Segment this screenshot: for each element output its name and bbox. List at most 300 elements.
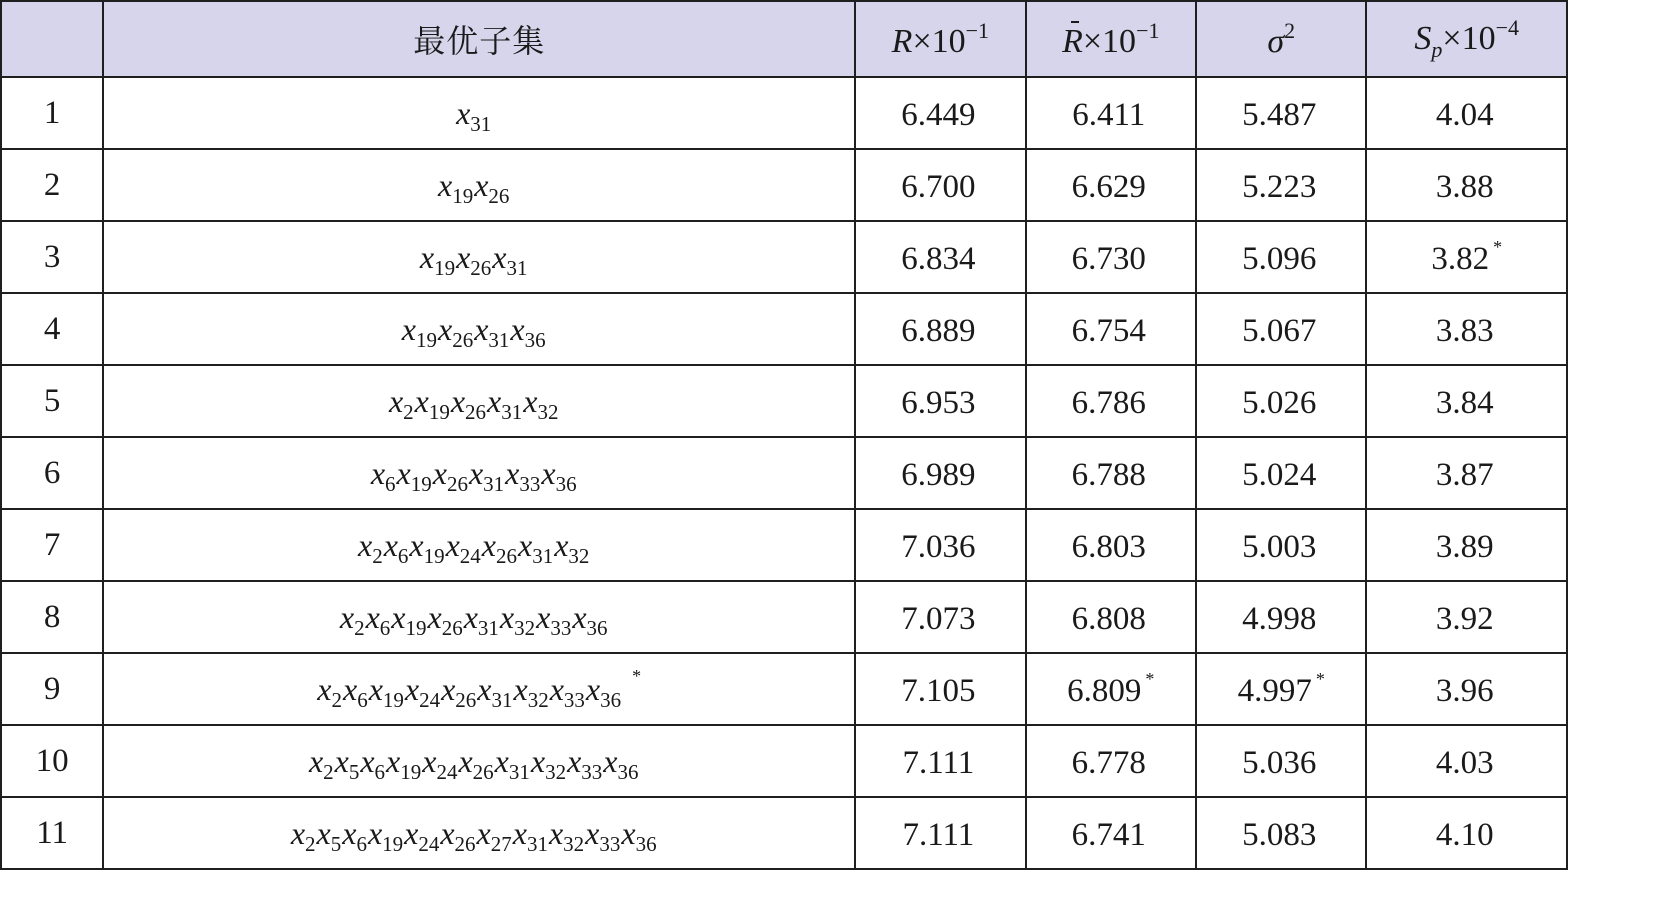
variable-subscript: 36 bbox=[617, 759, 639, 784]
variable bbox=[585, 814, 621, 856]
variable bbox=[554, 526, 590, 568]
rbar-cell bbox=[1026, 293, 1196, 365]
variable bbox=[441, 670, 477, 712]
variable bbox=[404, 670, 441, 712]
r-value: 7.111 bbox=[902, 816, 975, 853]
sigma-value: 5.067 bbox=[1242, 312, 1317, 349]
sigma-value: 5.096 bbox=[1242, 240, 1317, 277]
variable-symbol: x bbox=[334, 742, 349, 779]
variable-symbol: x bbox=[438, 166, 453, 203]
sigma-value: 4.997 bbox=[1237, 672, 1312, 709]
variable-symbol: x bbox=[572, 598, 587, 635]
r-cell bbox=[855, 725, 1025, 797]
rbar-star: * bbox=[1145, 668, 1155, 689]
variable-subscript: 36 bbox=[600, 687, 622, 712]
rbar-value: 6.778 bbox=[1071, 744, 1146, 781]
sp-cell bbox=[1366, 293, 1567, 365]
sp-value: 3.83 bbox=[1435, 312, 1494, 349]
variable-symbol: x bbox=[422, 742, 437, 779]
rbar-value: 6.788 bbox=[1071, 456, 1146, 493]
rbar-cell bbox=[1026, 77, 1196, 149]
header-r-symbol: R bbox=[891, 22, 913, 60]
sigma-value: 5.003 bbox=[1242, 528, 1317, 565]
header-sp-exp: −4 bbox=[1495, 15, 1520, 40]
variable bbox=[368, 670, 405, 712]
variable bbox=[572, 598, 608, 640]
variable-subscript: 19 bbox=[405, 615, 427, 640]
variable bbox=[367, 814, 404, 856]
row-index: 8 bbox=[43, 599, 61, 635]
variable bbox=[510, 310, 546, 352]
variable bbox=[445, 526, 482, 568]
table-body bbox=[1, 77, 1567, 869]
variable-subscript: 19 bbox=[434, 255, 456, 280]
variable bbox=[530, 742, 567, 784]
header-sigma-symbol: σ bbox=[1267, 22, 1285, 60]
table-row bbox=[1, 653, 1567, 725]
rbar-value: 6.809 bbox=[1067, 672, 1142, 709]
variable-symbol: x bbox=[367, 814, 383, 851]
variable-symbol: x bbox=[468, 454, 484, 491]
r-cell bbox=[855, 221, 1025, 293]
rbar-value: 6.754 bbox=[1071, 312, 1146, 349]
sigma-value: 5.223 bbox=[1242, 168, 1317, 205]
table-row bbox=[1, 149, 1567, 221]
variable-subscript: 31 bbox=[508, 759, 530, 784]
variable-symbol: x bbox=[585, 814, 600, 851]
r-value: 6.953 bbox=[901, 384, 976, 421]
variable-subscript: 31 bbox=[491, 687, 513, 712]
variable-symbol: x bbox=[456, 94, 471, 131]
variable bbox=[409, 526, 445, 568]
variable-symbol: x bbox=[523, 382, 538, 419]
variable-symbol: x bbox=[386, 742, 401, 779]
variable-symbol: x bbox=[404, 814, 419, 851]
variable-subscript: 26 bbox=[455, 687, 477, 712]
subset-cell bbox=[103, 149, 855, 221]
r-cell bbox=[855, 365, 1025, 437]
variable-symbol: x bbox=[441, 670, 456, 707]
header-sigma bbox=[1196, 1, 1366, 77]
variable-symbol: x bbox=[414, 382, 429, 419]
variable-subscript: 24 bbox=[419, 687, 441, 712]
variable-symbol: x bbox=[308, 742, 324, 779]
r-cell bbox=[855, 509, 1025, 581]
variable bbox=[512, 814, 549, 856]
rbar-cell bbox=[1026, 725, 1196, 797]
variable bbox=[316, 814, 343, 856]
variable-subscript: 5 bbox=[348, 759, 360, 784]
variable-symbol: x bbox=[499, 598, 515, 635]
row-index-cell bbox=[1, 797, 103, 869]
variable-subscript: 32 bbox=[537, 399, 559, 424]
variable-symbol: x bbox=[342, 814, 357, 851]
sigma-cell bbox=[1196, 293, 1366, 365]
variable bbox=[438, 310, 474, 352]
header-index bbox=[1, 1, 103, 77]
variable-symbol: x bbox=[419, 238, 435, 275]
variable-symbol: x bbox=[494, 742, 509, 779]
variable-symbol: x bbox=[365, 598, 380, 635]
variable-subscript: 33 bbox=[599, 831, 621, 856]
variable bbox=[404, 814, 440, 856]
variable bbox=[334, 742, 361, 784]
sp-value: 3.87 bbox=[1435, 456, 1494, 493]
sp-cell bbox=[1366, 77, 1567, 149]
row-index-cell bbox=[1, 437, 103, 509]
header-r-mult: ×10 bbox=[912, 22, 966, 60]
sigma-cell bbox=[1196, 581, 1366, 653]
header-r-exp: −1 bbox=[965, 17, 990, 43]
row-index-cell bbox=[1, 365, 103, 437]
variable-subscript: 31 bbox=[488, 327, 510, 352]
row-index-cell bbox=[1, 653, 103, 725]
row-index-cell bbox=[1, 725, 103, 797]
variable bbox=[365, 598, 392, 640]
table-row bbox=[1, 221, 1567, 293]
rbar-cell bbox=[1026, 365, 1196, 437]
variable-subscript: 26 bbox=[470, 255, 492, 280]
variable bbox=[487, 382, 523, 424]
row-index: 3 bbox=[43, 239, 61, 275]
table-header-row bbox=[1, 1, 1567, 77]
sigma-value: 5.024 bbox=[1242, 456, 1317, 493]
row-index: 5 bbox=[43, 383, 61, 419]
subset-cell bbox=[103, 77, 855, 149]
rbar-cell bbox=[1026, 509, 1196, 581]
row-index-cell bbox=[1, 293, 103, 365]
rbar-cell bbox=[1026, 653, 1196, 725]
row-index: 2 bbox=[43, 167, 61, 203]
variable-subscript: 6 bbox=[397, 543, 409, 568]
variable bbox=[317, 670, 343, 712]
variable-symbol: x bbox=[548, 814, 564, 851]
variable-symbol: x bbox=[383, 526, 398, 563]
row-index: 10 bbox=[35, 743, 69, 779]
r-value: 6.989 bbox=[901, 456, 976, 493]
table-row bbox=[1, 293, 1567, 365]
variable-symbol: x bbox=[536, 598, 551, 635]
sp-cell bbox=[1366, 509, 1567, 581]
r-value: 7.111 bbox=[902, 744, 975, 781]
variable bbox=[339, 598, 366, 640]
variable-subscript: 31 bbox=[477, 615, 499, 640]
row-index-cell bbox=[1, 509, 103, 581]
variable-symbol: x bbox=[445, 526, 460, 563]
variable-symbol: x bbox=[450, 382, 466, 419]
sp-value: 3.88 bbox=[1435, 168, 1494, 205]
variable-symbol: x bbox=[603, 742, 618, 779]
table-row bbox=[1, 725, 1567, 797]
variable-subscript: 19 bbox=[416, 327, 437, 352]
sp-cell bbox=[1366, 437, 1567, 509]
variable-symbol: x bbox=[510, 310, 525, 347]
rbar-value: 6.808 bbox=[1071, 600, 1146, 637]
variable-symbol: x bbox=[368, 670, 383, 707]
sp-value: 4.10 bbox=[1435, 816, 1494, 853]
header-subset-label: 最优子集 bbox=[413, 22, 546, 60]
variable-subscript: 26 bbox=[488, 183, 510, 208]
variable-symbol: x bbox=[518, 526, 533, 563]
variable-symbol: x bbox=[492, 238, 507, 275]
variable-symbol: x bbox=[388, 382, 404, 419]
r-value: 7.105 bbox=[901, 672, 976, 709]
sp-value: 4.04 bbox=[1435, 96, 1494, 133]
variable bbox=[427, 598, 464, 640]
variable bbox=[342, 670, 369, 712]
rbar-cell bbox=[1026, 149, 1196, 221]
variable bbox=[567, 742, 603, 784]
sp-cell bbox=[1366, 653, 1567, 725]
subset-cell bbox=[103, 725, 855, 797]
sigma-star: * bbox=[1315, 668, 1325, 689]
sp-value: 3.84 bbox=[1435, 384, 1494, 421]
variable-symbol: x bbox=[427, 598, 442, 635]
row-index-cell bbox=[1, 149, 103, 221]
row-index: 4 bbox=[43, 311, 61, 347]
variable-subscript: 32 bbox=[568, 543, 590, 568]
variable-symbol: x bbox=[476, 814, 491, 851]
variable-subscript: 31 bbox=[470, 111, 492, 136]
table-row bbox=[1, 581, 1567, 653]
variable-subscript: 19 bbox=[410, 471, 432, 496]
subset-cell bbox=[103, 581, 855, 653]
variable-subscript: 19 bbox=[382, 831, 404, 856]
variable-subscript: 31 bbox=[483, 471, 505, 496]
variable-symbol: x bbox=[317, 670, 332, 707]
sp-cell bbox=[1366, 365, 1567, 437]
subset-cell bbox=[103, 653, 855, 725]
variable bbox=[603, 742, 639, 784]
header-sigma-exp: 2 bbox=[1284, 17, 1296, 43]
variable-subscript: 6 bbox=[356, 831, 367, 856]
variable-subscript: 19 bbox=[423, 543, 445, 568]
sp-cell bbox=[1366, 221, 1567, 293]
r-value: 6.889 bbox=[901, 312, 976, 349]
rbar-value: 6.730 bbox=[1071, 240, 1146, 277]
variable bbox=[342, 814, 368, 856]
rbar-value: 6.741 bbox=[1071, 816, 1146, 853]
subset-cell bbox=[103, 293, 855, 365]
variable bbox=[396, 454, 433, 496]
variable-subscript: 31 bbox=[506, 255, 528, 280]
r-cell bbox=[855, 149, 1025, 221]
sigma-cell bbox=[1196, 149, 1366, 221]
sp-cell bbox=[1366, 725, 1567, 797]
variable-subscript: 2 bbox=[372, 543, 383, 568]
variable-subscript: 6 bbox=[374, 759, 386, 784]
variable-symbol: x bbox=[396, 454, 411, 491]
variable-subscript: 27 bbox=[490, 831, 512, 856]
variable bbox=[290, 814, 317, 856]
variable bbox=[494, 742, 531, 784]
variable-subscript: 26 bbox=[496, 543, 517, 568]
variable-subscript: 19 bbox=[382, 687, 404, 712]
variable-subscript: 24 bbox=[459, 543, 481, 568]
header-sp-symbol: S bbox=[1414, 20, 1432, 57]
table-row bbox=[1, 365, 1567, 437]
r-cell bbox=[855, 797, 1025, 869]
table-row bbox=[1, 797, 1567, 869]
variable-symbol: x bbox=[530, 742, 546, 779]
rbar-cell bbox=[1026, 581, 1196, 653]
variable-subscript: 26 bbox=[454, 831, 476, 856]
variable bbox=[481, 526, 518, 568]
variable-subscript: 31 bbox=[532, 543, 554, 568]
variable bbox=[388, 382, 415, 424]
variable bbox=[438, 166, 474, 208]
variable-symbol: x bbox=[342, 670, 358, 707]
sigma-cell bbox=[1196, 653, 1366, 725]
variable-symbol: x bbox=[481, 526, 496, 563]
variable bbox=[499, 598, 536, 640]
sigma-value: 4.998 bbox=[1242, 600, 1317, 637]
variable bbox=[414, 382, 451, 424]
variable-subscript: 36 bbox=[524, 327, 546, 352]
variable-subscript: 2 bbox=[354, 615, 365, 640]
r-cell bbox=[855, 653, 1025, 725]
variable-subscript: 32 bbox=[527, 687, 549, 712]
r-value: 6.834 bbox=[901, 240, 976, 277]
variable-symbol: x bbox=[513, 670, 528, 707]
sigma-cell bbox=[1196, 365, 1366, 437]
variable-subscript: 33 bbox=[550, 615, 572, 640]
variable bbox=[541, 454, 577, 496]
row-index: 6 bbox=[43, 455, 61, 491]
r-cell bbox=[855, 293, 1025, 365]
variable bbox=[401, 310, 438, 352]
variable bbox=[505, 454, 541, 496]
variable-symbol: x bbox=[512, 814, 527, 851]
r-value: 6.449 bbox=[901, 96, 976, 133]
header-sp-sub: p bbox=[1431, 37, 1443, 62]
variable-subscript: 31 bbox=[501, 399, 523, 424]
variable-subscript: 26 bbox=[441, 615, 463, 640]
variable-subscript: 6 bbox=[385, 471, 396, 496]
variable-symbol: x bbox=[438, 310, 453, 347]
variable-subscript: 19 bbox=[428, 399, 450, 424]
variable bbox=[621, 814, 657, 856]
variable bbox=[474, 166, 510, 208]
variable bbox=[492, 238, 528, 280]
sp-cell bbox=[1366, 581, 1567, 653]
variable-subscript: 19 bbox=[400, 759, 422, 784]
variable-subscript: 26 bbox=[472, 759, 494, 784]
variable bbox=[476, 814, 513, 856]
row-index-cell bbox=[1, 581, 103, 653]
subset-star: * bbox=[632, 665, 642, 686]
variable-subscript: 6 bbox=[379, 615, 391, 640]
header-sp-mult: ×10 bbox=[1442, 20, 1496, 57]
variable-symbol: x bbox=[290, 814, 306, 851]
variable-subscript: 2 bbox=[305, 831, 316, 856]
variable bbox=[386, 742, 422, 784]
subset-cell bbox=[103, 797, 855, 869]
variable-subscript: 32 bbox=[514, 615, 536, 640]
variable-symbol: x bbox=[567, 742, 582, 779]
sp-cell bbox=[1366, 797, 1567, 869]
variable bbox=[477, 670, 513, 712]
variable bbox=[360, 742, 386, 784]
variable bbox=[549, 670, 586, 712]
variable-subscript: 36 bbox=[635, 831, 657, 856]
row-index: 9 bbox=[43, 671, 61, 707]
table-row bbox=[1, 437, 1567, 509]
variable bbox=[548, 814, 585, 856]
header-rbar-mult: ×10 bbox=[1082, 22, 1137, 60]
variable-subscript: 2 bbox=[403, 399, 414, 424]
variable-subscript: 26 bbox=[446, 471, 468, 496]
variable bbox=[440, 814, 476, 856]
variable-subscript: 6 bbox=[357, 687, 368, 712]
table-row bbox=[1, 77, 1567, 149]
variable-symbol: x bbox=[621, 814, 636, 851]
variable-symbol: x bbox=[474, 166, 489, 203]
variable-symbol: x bbox=[477, 670, 492, 707]
variable bbox=[432, 454, 469, 496]
variable-symbol: x bbox=[404, 670, 420, 707]
row-index: 1 bbox=[43, 95, 61, 131]
variable bbox=[456, 94, 492, 136]
variable bbox=[585, 670, 622, 712]
variable-symbol: x bbox=[370, 454, 386, 491]
sp-star: * bbox=[1493, 236, 1503, 257]
variable-symbol: x bbox=[585, 670, 601, 707]
variable-subscript: 33 bbox=[519, 471, 541, 496]
variable bbox=[536, 598, 572, 640]
header-rbar bbox=[1026, 1, 1196, 77]
variable-symbol: x bbox=[456, 238, 471, 275]
variable-symbol: x bbox=[357, 526, 373, 563]
sp-cell bbox=[1366, 149, 1567, 221]
variable-subscript: 26 bbox=[465, 399, 487, 424]
r-cell bbox=[855, 581, 1025, 653]
variable bbox=[458, 742, 494, 784]
row-index: 11 bbox=[36, 815, 69, 851]
variable-subscript: 2 bbox=[331, 687, 342, 712]
variable-subscript: 26 bbox=[452, 327, 474, 352]
sigma-cell bbox=[1196, 221, 1366, 293]
variable-subscript: 36 bbox=[555, 471, 577, 496]
sigma-value: 5.036 bbox=[1242, 744, 1317, 781]
subset-cell bbox=[103, 509, 855, 581]
variable bbox=[308, 742, 335, 784]
row-index-cell bbox=[1, 221, 103, 293]
header-r bbox=[855, 1, 1025, 77]
sigma-value: 5.487 bbox=[1242, 96, 1317, 133]
variable-symbol: x bbox=[458, 742, 473, 779]
variable-subscript: 2 bbox=[323, 759, 334, 784]
variable-symbol: x bbox=[505, 454, 520, 491]
subset-cell bbox=[103, 365, 855, 437]
row-index-cell bbox=[1, 77, 103, 149]
r-value: 6.700 bbox=[901, 168, 976, 205]
variable bbox=[370, 454, 397, 496]
sigma-cell bbox=[1196, 437, 1366, 509]
row-index: 7 bbox=[43, 527, 61, 563]
r-cell bbox=[855, 437, 1025, 509]
rbar-cell bbox=[1026, 221, 1196, 293]
variable-symbol: x bbox=[339, 598, 355, 635]
variable bbox=[513, 670, 550, 712]
variable-subscript: 32 bbox=[545, 759, 567, 784]
variable-symbol: x bbox=[360, 742, 375, 779]
header-sp bbox=[1366, 1, 1567, 77]
variable-subscript: 31 bbox=[526, 831, 548, 856]
variable-symbol: x bbox=[391, 598, 406, 635]
variable bbox=[523, 382, 559, 424]
sigma-value: 5.083 bbox=[1242, 816, 1317, 853]
